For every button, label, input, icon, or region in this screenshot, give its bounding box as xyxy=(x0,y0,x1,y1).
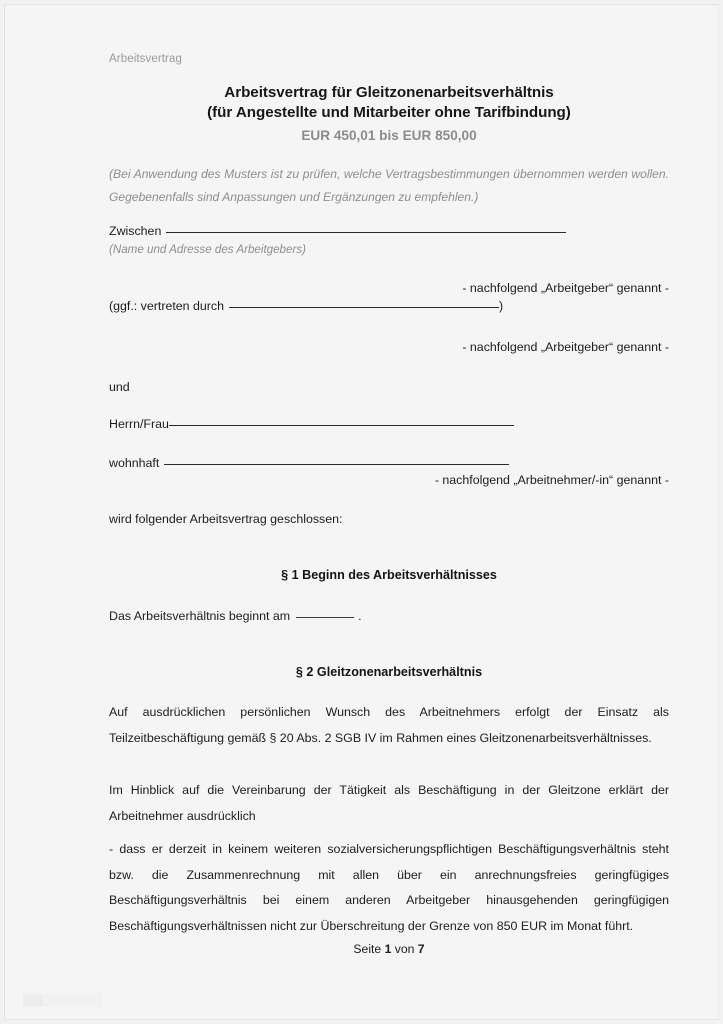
and-label: und xyxy=(109,380,130,394)
document-title-block xyxy=(109,83,669,146)
section-heading-2: § 2 Gleitzonenarbeitsverhältnis xyxy=(295,665,483,679)
employee-designation: - nachfolgend „Arbeitnehmer/-in“ genannt - xyxy=(434,473,669,487)
represented-prefix: (ggf.: vertreten durch xyxy=(109,299,225,313)
page-title-line-2: (für Angestellte und Mitarbeiter ohne Tarifbindung) xyxy=(207,104,571,121)
section-2-paragraph-3: - dass er derzeit in keinem weiteren sozialversicherungspflichtigen Beschäftigungsverhältnis steht bzw. die Zusammenrechnung mit allen über ein anrechnungsfreies geringfügiges Beschäftigungsverhältnis bei einem anderen Arbeitgeber hinausgehenden geringfügigen Beschäftigungsverhältnissen nicht zur Überschreitung der Grenze von 850 EUR im Monat führt. xyxy=(109,842,669,933)
represented-suffix: ) xyxy=(499,299,504,313)
section-2-paragraph-2: Im Hinblick auf die Vereinbarung der Tätigkeit als Beschäftigung in der Gleitzone erklärt der Arbeitnehmer ausdrücklich xyxy=(109,783,669,823)
represented-line xyxy=(109,295,669,319)
represented-designation: - nachfolgend „Arbeitgeber“ genannt - xyxy=(462,340,669,354)
page-footer xyxy=(109,942,669,956)
footer-prefix: Seite xyxy=(353,942,382,956)
footer-page-number: 1 xyxy=(384,942,392,956)
start-date-suffix: . xyxy=(358,609,362,623)
document-page xyxy=(4,4,719,1020)
section-heading-1: § 1 Beginn des Arbeitsverhältnisses xyxy=(281,568,497,582)
start-date-prefix: Das Arbeitsverhältnis beginnt am xyxy=(109,609,291,623)
person-line xyxy=(109,413,669,437)
page-subtitle-range: EUR 450,01 bis EUR 850,00 xyxy=(301,128,477,143)
footer-page-total: 7 xyxy=(417,942,425,956)
employer-caption: (Name und Adresse des Arbeitgebers) xyxy=(109,243,306,256)
between-label: Zwischen xyxy=(109,224,162,238)
page-title-line-1: Arbeitsvertrag für Gleitzonenarbeitsverhältnis xyxy=(224,84,554,101)
start-date-blank[interactable] xyxy=(296,607,354,618)
employer-designation: - nachfolgend „Arbeitgeber“ genannt - xyxy=(462,281,669,295)
section-2-paragraph-1: Auf ausdrücklichen persönlichen Wunsch des Arbeitnehmers erfolgt der Einsatz als Teilzeitbeschäftigung gemäß § 20 Abs. 2 SGB IV im Rahmen eines Gleitzonenarbeitsverhältnisses. xyxy=(109,705,669,745)
employee-name-blank[interactable] xyxy=(169,414,514,426)
residence-label: wohnhaft xyxy=(109,456,160,470)
scan-artifact xyxy=(23,993,101,1007)
employee-address-blank[interactable] xyxy=(164,453,509,465)
contract-conclusion-line: wird folgender Arbeitsvertrag geschlossen: xyxy=(109,512,343,526)
document-header-label: Arbeitsvertrag xyxy=(109,53,182,65)
section-1-paragraph xyxy=(109,605,669,629)
footer-middle: von xyxy=(394,942,415,956)
person-label: Herrn/Frau xyxy=(109,417,169,431)
employer-name-blank[interactable] xyxy=(166,221,566,233)
usage-note: (Bei Anwendung des Musters ist zu prüfen, welche Vertragsbestimmungen übernommen werden wollen. Gegebenenfalls sind Anpassungen und Ergänzungen zu empfehlen.) xyxy=(109,167,669,204)
representative-blank[interactable] xyxy=(229,296,499,308)
